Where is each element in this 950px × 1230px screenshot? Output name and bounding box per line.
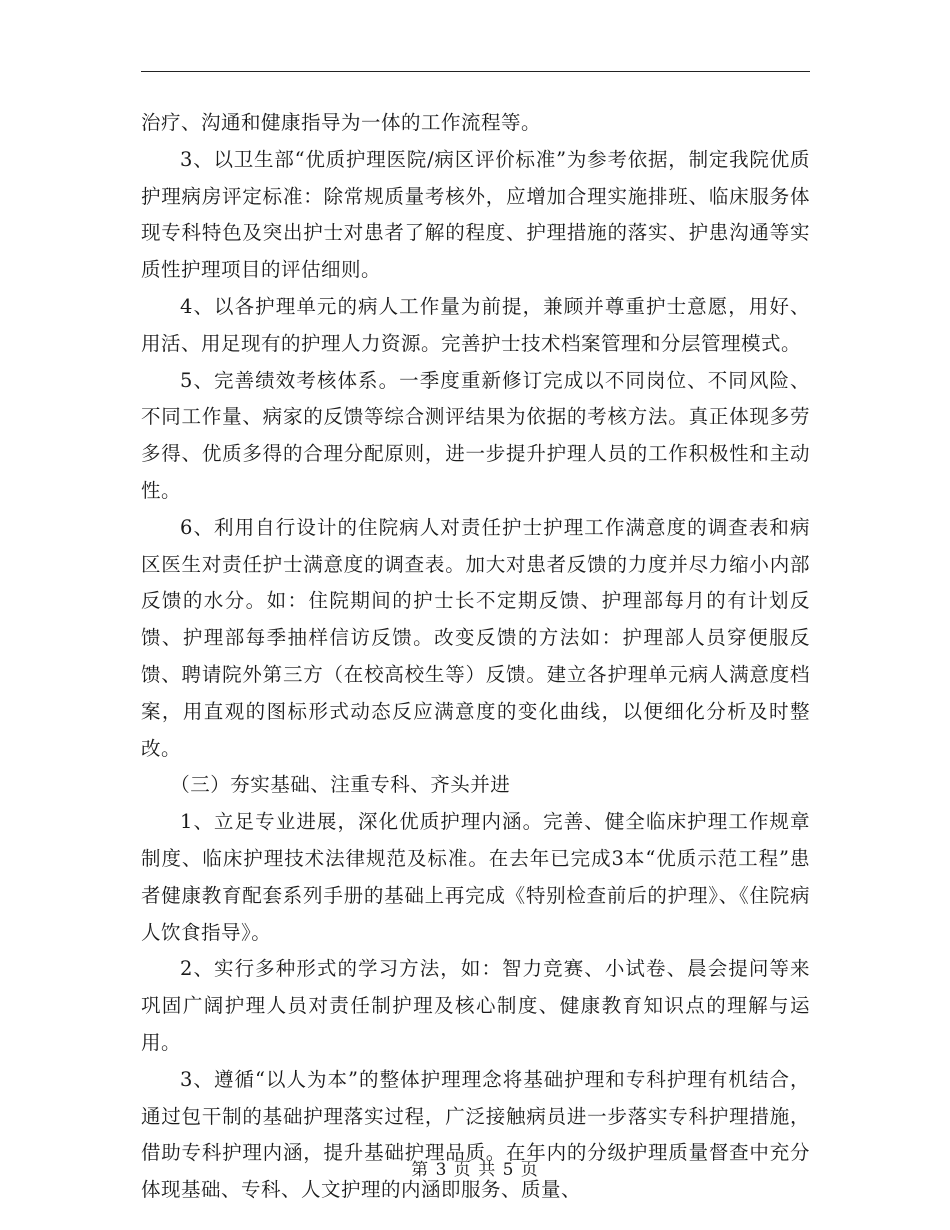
paragraph-item-2: 2、实行多种形式的学习方法，如：智力竞赛、小试卷、晨会提问等来巩固广阔护理人员对责任制护理及核心制度、健康教育知识点的理解与运用。: [141, 957, 810, 1054]
paragraph-item-4: 4、以各护理单元的病人工作量为前提，兼顾并尊重护士意愿，用好、用活、用足现有的护理人力资源。完善护士技术档案管理和分层管理模式。: [141, 294, 810, 355]
header-rule: [141, 71, 810, 72]
page-footer: 第 3 页 共 5 页: [411, 1160, 539, 1180]
section-heading: （三）夯实基础、注重专科、齐头并进: [170, 773, 511, 797]
paragraph-item-3b: 3、遵循“以人为本”的整体护理理念将基础护理和专科护理有机结合，通过包干制的基础护理落实过程，广泛接触病员进一步落实专科护理措施，借助专科护理内涵，提升基础护理品质。在年内的分级护理质量督查中充分体现基础、专科、人文护理的内涵即服务、质量、: [141, 1067, 810, 1202]
paragraph-item-6: 6、利用自行设计的住院病人对责任护士护理工作满意度的调查表和病区医生对责任护士满意度的调查表。加大对患者反馈的力度并尽力缩小内部反馈的水分。如：住院期间的护士长不定期反馈、护理部每月的有计划反馈、护理部每季抽样信访反馈。改变反馈的方法如：护理部人员穿便服反馈、聘请院外第三方（在校高校生等）反馈。建立各护理单元病人满意度档案，用直观的图标形式动态反应满意度的变化曲线，以便细化分析及时整改。: [141, 515, 810, 760]
document-body: [141, 105, 810, 1209]
paragraph-item-1: 1、立足专业进展，深化优质护理内涵。完善、健全临床护理工作规章制度、临床护理技术法律规范及标准。在去年已完成3本“优质示范工程”患者健康教育配套系列手册的基础上再完成《特别检查前后的护理》、《住院病人饮食指导》。: [141, 810, 810, 944]
paragraph-item-5: 5、完善绩效考核体系。一季度重新修订完成以不同岗位、不同风险、不同工作量、病家的反馈等综合测评结果为依据的考核方法。真正体现多劳多得、优质多得的合理分配原则，进一步提升护理人员的工作积极性和主动性。: [141, 368, 810, 502]
paragraph-item-3: 3、以卫生部“优质护理医院/病区评价标准”为参考依据，制定我院优质护理病房评定标准：除常规质量考核外，应增加合理实施排班、临床服务体现专科特色及突出护士对患者了解的程度、护理措施的落实、护患沟通等实质性护理项目的评估细则。: [141, 147, 810, 282]
paragraph-continuation: 治疗、沟通和健康指导为一体的工作流程等。: [141, 111, 542, 134]
